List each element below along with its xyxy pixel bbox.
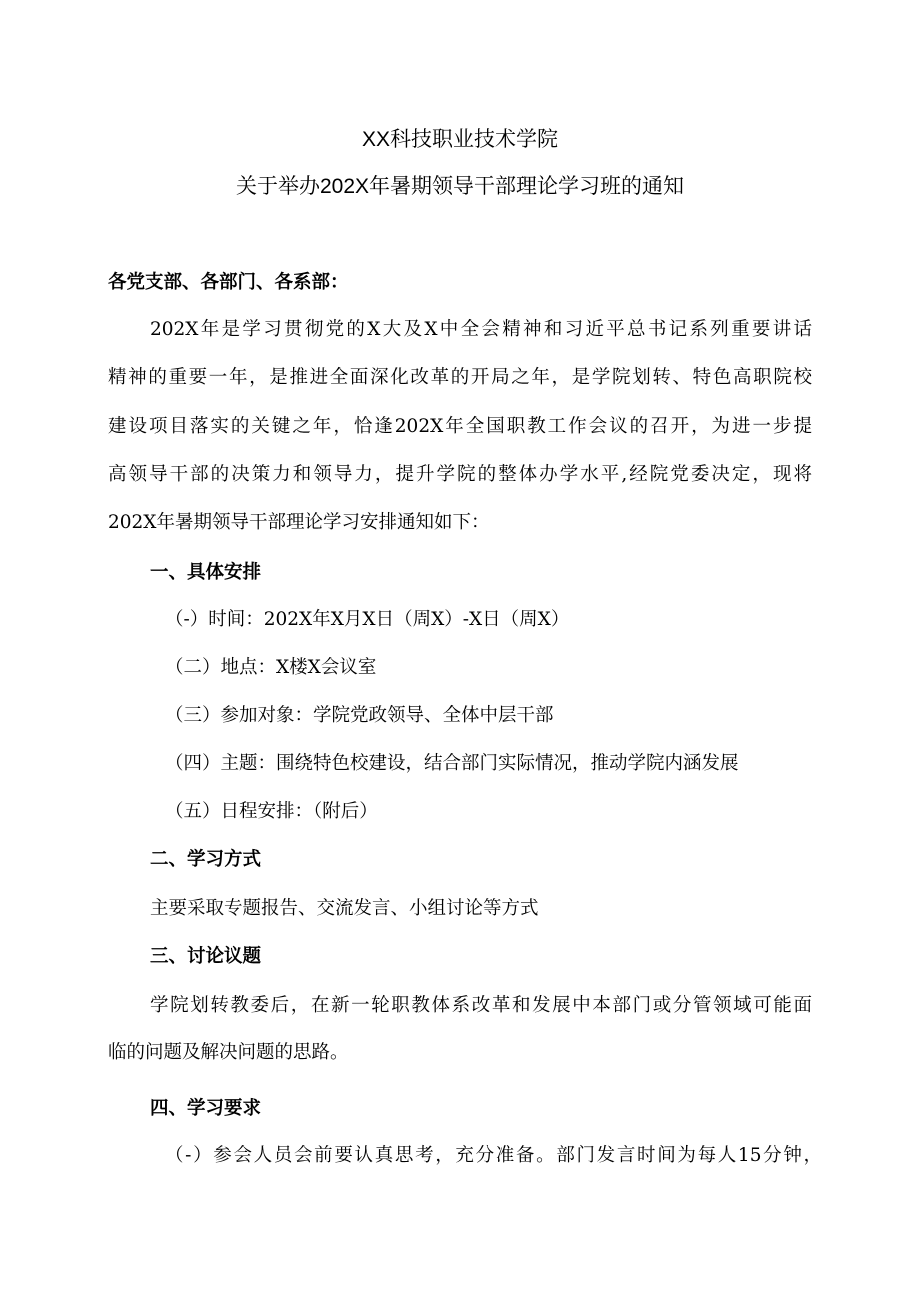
section-text: 临的问题及解决问题的思路。 [108,1042,349,1063]
arrangement-item: （二）地点：X楼X会议室 [165,657,377,678]
arrangement-item: （-）时间：202X年X月X日（周X）-X日（周X） [165,609,570,630]
salutation: 各党支部、各部门、各系部： [108,272,349,293]
intro-line: 建设项目落实的关键之年，恰逢202X年全国职教工作会议的召开，为进一步提 [108,416,812,437]
intro-line: 高领导干部的决策力和领导力，提升学院的整体办学水平,经院党委决定，现将 [108,464,812,485]
arrangement-item: （三）参加对象：学院党政领导、全体中层干部 [165,705,554,726]
document-title-notice: 关于举办202X年暑期领导干部理论学习班的通知 [235,175,685,198]
section-heading: 三、讨论议题 [150,946,262,967]
section-heading: 一、具体安排 [150,562,262,583]
section-text: 学院划转教委后，在新一轮职教体系改革和发展中本部门或分管领域可能面 [150,995,812,1016]
intro-line: 202X年是学习贯彻党的X大及X中全会精神和习近平总书记系列重要讲话 [150,319,812,340]
arrangement-item: （五）日程安排：（附后） [165,801,378,822]
section-heading: 四、学习要求 [150,1098,262,1119]
intro-line: 精神的重要一年，是推进全面深化改革的开局之年，是学院划转、特色高职院校 [108,367,812,388]
requirement-item: （-）参会人员会前要认真思考，充分准备。部门发言时间为每人15分钟， [165,1145,822,1166]
section-heading: 二、学习方式 [150,849,262,870]
arrangement-item: （四）主题：围绕特色校建设，结合部门实际情况，推动学院内涵发展 [165,753,739,774]
intro-line: 202X年暑期领导干部理论学习安排通知如下： [108,512,490,533]
document-title-institution: XX科技职业技术学院 [361,128,558,151]
section-text: 主要采取专题报告、交流发言、小组讨论等方式 [150,898,539,919]
